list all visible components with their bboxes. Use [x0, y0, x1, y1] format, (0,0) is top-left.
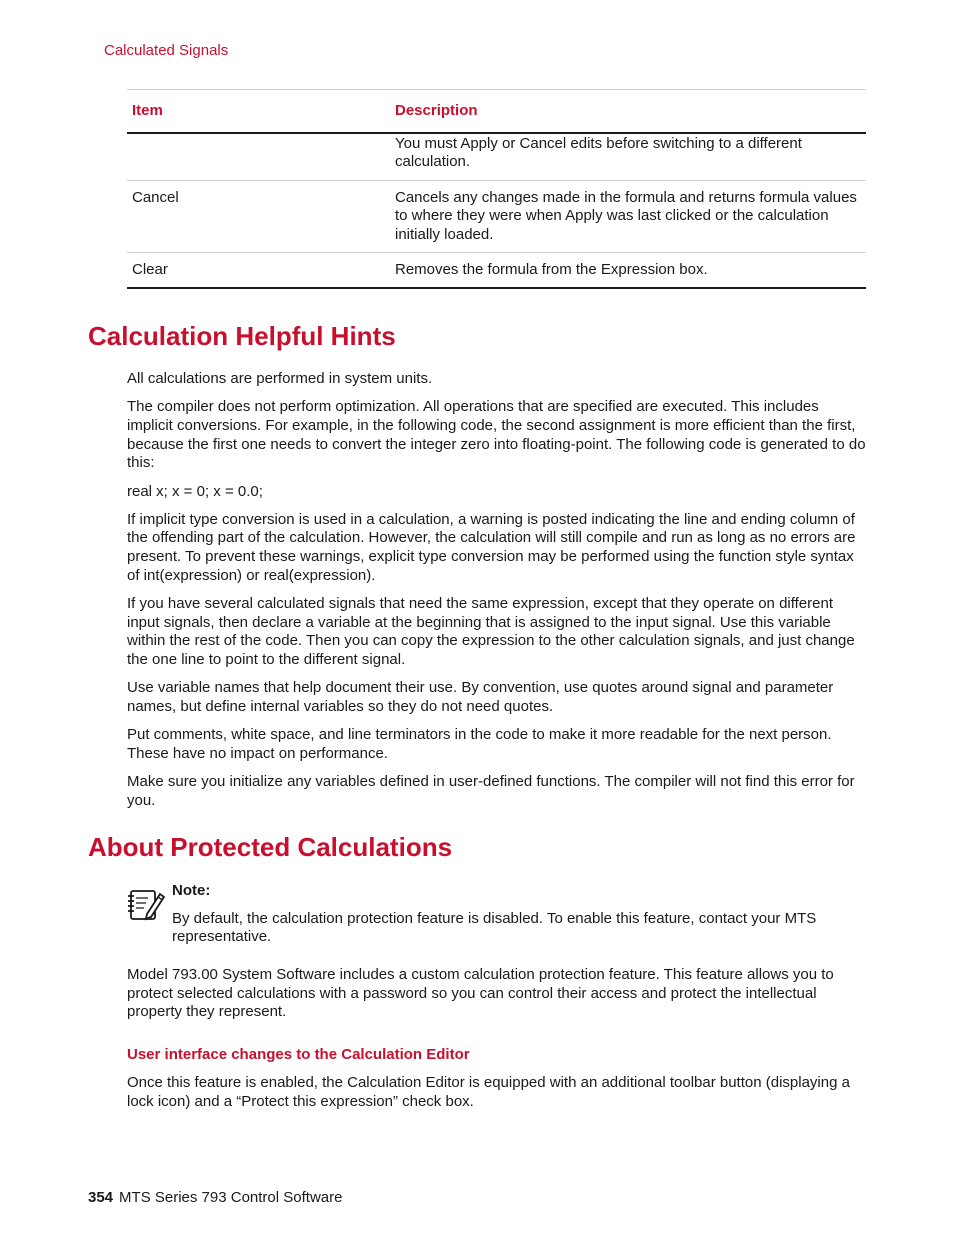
table-cell-description: Removes the formula from the Expression box.	[390, 253, 866, 288]
table-row	[127, 133, 866, 181]
item-description-table	[127, 89, 866, 289]
table-cell-description: You must Apply or Cancel edits before switching to a different calculation.	[390, 133, 866, 181]
paragraph: Once this feature is enabled, the Calculation Editor is equipped with an additional toolbar button (displaying a lock icon) and a “Protect this expression” check box.	[127, 1074, 850, 1110]
column-header-description: Description	[390, 90, 866, 133]
code-example: real x; x = 0; x = 0.0;	[127, 482, 263, 500]
protected-calculations-body	[127, 966, 868, 1032]
table-cell-item: Cancel	[127, 180, 390, 253]
helpful-hints-body	[127, 370, 868, 820]
paragraph: If you have several calculated signals that need the same expression, except that they operate on different input signals, then declare a variable at the beginning that is assigned to the input signal. Use this variable within the rest of the code. Then you can copy the expression to the other calculation signals, and just change the one line to point to the different signal.	[127, 595, 855, 669]
note-pencil-icon	[127, 886, 165, 922]
page-footer	[88, 1189, 342, 1206]
table-cell-item	[127, 133, 390, 181]
table-row	[127, 180, 866, 253]
note-body: By default, the calculation protection feature is disabled. To enable this feature, contact your MTS representative.	[172, 909, 817, 946]
paragraph: The compiler does not perform optimization. All operations that are specified are executed. This includes implicit conversions. For example, in the following code, the second assignment is more efficient than the first, because the first one needs to convert the integer zero into floating-point. The following code is generated to do this:	[127, 398, 866, 472]
paragraph: Put comments, white space, and line terminators in the code to make it more readable for the next person. These have no impact on performance.	[127, 726, 832, 762]
column-header-item: Item	[127, 90, 390, 133]
paragraph: Use variable names that help document their use. By convention, use quotes around signal and parameter names, but define internal variables so they do not need quotes.	[127, 679, 834, 716]
section-heading-protected-calculations: About Protected Calculations	[88, 832, 453, 862]
note-callout	[127, 882, 868, 947]
section-heading-helpful-hints: Calculation Helpful Hints	[88, 321, 396, 351]
calculation-editor-body	[127, 1074, 868, 1121]
footer-title: MTS Series 793 Control Software	[119, 1189, 343, 1206]
paragraph: If implicit type conversion is used in a calculation, a warning is posted indicating the line and ending column of the offending part of the calculation. However, the calculation will still compile and run as long as no errors are present. To prevent these warnings, explicit type conversion may be performed using the function style syntax of int(expression) or real(expression).	[127, 510, 856, 584]
subheading-calculation-editor: User interface changes to the Calculation Editor	[127, 1046, 470, 1063]
paragraph: Make sure you initialize any variables defined in user-defined functions. The compiler will not find this error for you.	[127, 773, 855, 809]
paragraph: All calculations are performed in system units.	[127, 370, 433, 387]
running-head: Calculated Signals	[104, 42, 229, 59]
paragraph: Model 793.00 System Software includes a custom calculation protection feature. This feature allows you to protect selected calculations with a password so you can control their access and protect the intellectual property they represent.	[127, 966, 834, 1021]
page-number: 354	[88, 1189, 114, 1206]
table-row	[127, 253, 866, 288]
table-cell-description: Cancels any changes made in the formula and returns formula values to where they were when Apply was last clicked or the calculation initially loaded.	[390, 180, 866, 253]
note-title: Note:	[172, 882, 211, 899]
table-cell-item: Clear	[127, 253, 390, 288]
table-header-row	[127, 90, 866, 133]
